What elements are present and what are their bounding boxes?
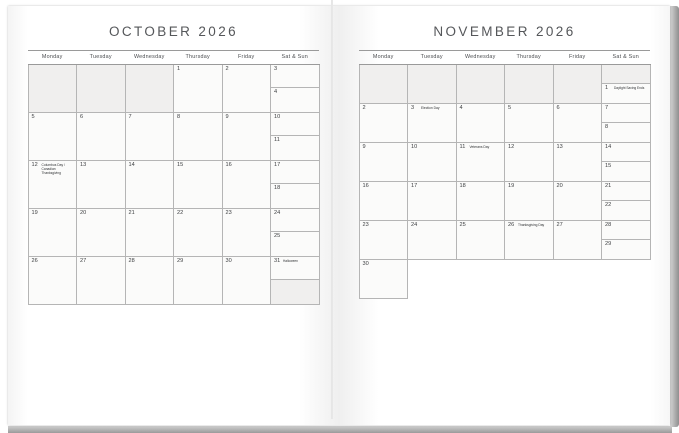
saturday-cell[interactable] — [602, 104, 650, 123]
weekend-cell[interactable] — [602, 64, 651, 103]
saturday-cell[interactable] — [602, 143, 650, 162]
weekend-cell[interactable] — [271, 160, 320, 208]
day-cell[interactable] — [505, 259, 554, 298]
weekend-cell[interactable] — [602, 220, 651, 259]
day-cell[interactable] — [222, 112, 271, 160]
day-cell[interactable] — [28, 160, 77, 208]
day-number: 30 — [225, 258, 232, 264]
day-number: 15 — [177, 162, 184, 168]
day-number: 20 — [80, 210, 87, 216]
day-number: 8 — [177, 114, 181, 120]
day-cell[interactable] — [77, 64, 126, 112]
weekend-cell[interactable] — [602, 103, 651, 142]
day-cell[interactable] — [28, 64, 77, 112]
day-cell[interactable] — [456, 259, 505, 298]
book-edge-bottom — [8, 426, 672, 433]
day-number: 30 — [362, 261, 369, 267]
day-cell[interactable] — [125, 160, 174, 208]
day-cell[interactable] — [456, 181, 505, 220]
sunday-cell[interactable] — [602, 240, 650, 259]
day-note: Thanksgiving Day — [518, 223, 545, 228]
day-cell[interactable] — [359, 181, 408, 220]
weekend-cell[interactable] — [602, 142, 651, 181]
page-title-right: NOVEMBER 2026 — [433, 24, 576, 39]
day-number: 16 — [362, 183, 369, 189]
day-cell[interactable] — [125, 256, 174, 304]
day-number: 15 — [605, 162, 612, 169]
day-cell[interactable] — [456, 64, 505, 103]
page-left-october — [8, 6, 339, 425]
day-number: 10 — [411, 144, 418, 150]
day-number: 19 — [31, 210, 38, 216]
weekend-cell[interactable] — [271, 256, 320, 304]
day-number: 25 — [274, 233, 281, 239]
day-cell[interactable] — [28, 208, 77, 256]
day-number: 11 — [274, 137, 280, 143]
day-cell[interactable] — [222, 64, 271, 112]
weekend-cell[interactable] — [271, 64, 320, 112]
day-number: 1 — [605, 84, 609, 91]
day-note: Daylight Saving Ends — [614, 85, 645, 90]
day-cell[interactable] — [505, 103, 554, 142]
day-number: 23 — [362, 222, 369, 228]
day-cell[interactable] — [174, 64, 223, 112]
day-note: Election Day — [421, 106, 440, 111]
day-number: 24 — [411, 222, 418, 228]
day-note: Columbus Day / Canadian Thanksgiving — [41, 163, 65, 176]
weekday-header: Monday — [359, 51, 408, 65]
day-cell[interactable] — [359, 142, 408, 181]
day-number: 22 — [605, 201, 612, 208]
day-number: 26 — [508, 222, 515, 228]
day-number: 12 — [31, 162, 38, 168]
day-number: 10 — [274, 113, 281, 120]
calendar-week-row — [28, 112, 319, 160]
day-cell[interactable] — [359, 103, 408, 142]
day-cell[interactable] — [553, 64, 602, 103]
saturday-cell[interactable] — [271, 65, 319, 89]
day-cell[interactable] — [505, 142, 554, 181]
weekend-cell[interactable] — [602, 259, 651, 298]
saturday-cell[interactable] — [602, 221, 650, 240]
page-right-november — [339, 6, 670, 425]
day-cell[interactable] — [553, 142, 602, 181]
sunday-cell[interactable] — [271, 184, 319, 208]
day-cell[interactable] — [553, 220, 602, 259]
calendar-week-row — [359, 142, 650, 181]
day-cell[interactable] — [408, 142, 457, 181]
day-number: 21 — [605, 182, 612, 189]
day-number: 12 — [508, 144, 515, 150]
day-number: 9 — [362, 144, 366, 150]
day-cell[interactable] — [174, 160, 223, 208]
sunday-cell[interactable] — [271, 232, 319, 256]
day-number: 29 — [605, 240, 612, 247]
day-number: 17 — [274, 161, 281, 168]
day-number: 2 — [362, 105, 366, 111]
sunday-cell[interactable] — [602, 84, 650, 103]
day-number: 11 — [459, 144, 466, 150]
day-cell[interactable] — [408, 259, 457, 298]
page-gutter — [331, 0, 333, 419]
day-cell[interactable] — [174, 256, 223, 304]
sunday-cell[interactable] — [602, 123, 650, 142]
sunday-cell[interactable] — [602, 201, 650, 220]
day-cell[interactable] — [553, 103, 602, 142]
day-number: 26 — [31, 258, 38, 264]
day-number: 23 — [225, 210, 232, 216]
day-number: 24 — [274, 209, 281, 216]
weekday-header: Sat & Sun — [271, 51, 320, 65]
day-cell[interactable] — [77, 256, 126, 304]
weekend-cell[interactable] — [271, 112, 320, 160]
day-number: 13 — [556, 144, 563, 150]
day-cell[interactable] — [408, 64, 457, 103]
calendar-week-row — [359, 103, 650, 142]
day-cell[interactable] — [77, 208, 126, 256]
day-number: 18 — [274, 185, 281, 191]
weekday-header: Friday — [222, 51, 271, 65]
calendar-week-row — [28, 64, 319, 112]
day-note: Veterans Day — [469, 145, 490, 150]
day-note: Halloween — [283, 258, 298, 263]
day-cell[interactable] — [505, 181, 554, 220]
day-cell[interactable] — [456, 220, 505, 259]
day-number: 1 — [177, 66, 181, 72]
day-number: 19 — [508, 183, 515, 189]
day-number: 21 — [128, 210, 135, 216]
day-cell[interactable] — [359, 64, 408, 103]
day-number: 3 — [274, 65, 278, 72]
day-cell[interactable] — [408, 181, 457, 220]
weekday-header: Thursday — [505, 51, 554, 65]
day-number: 18 — [459, 183, 466, 189]
weekend-cell[interactable] — [602, 181, 651, 220]
day-number: 7 — [128, 114, 132, 120]
day-cell[interactable] — [553, 181, 602, 220]
day-number: 4 — [274, 89, 278, 95]
day-cell[interactable] — [505, 220, 554, 259]
saturday-cell[interactable] — [271, 161, 319, 185]
page-title-left: OCTOBER 2026 — [108, 24, 239, 39]
calendar-grid-october — [28, 50, 320, 305]
calendar-week-row — [359, 64, 650, 103]
day-cell[interactable] — [553, 259, 602, 298]
day-cell[interactable] — [125, 208, 174, 256]
sunday-cell[interactable] — [271, 280, 319, 304]
calendar-week-row — [28, 160, 319, 208]
day-number: 31 — [274, 257, 281, 264]
day-number: 17 — [411, 183, 418, 189]
sunday-cell[interactable] — [602, 162, 650, 181]
calendar-week-row — [359, 259, 650, 298]
saturday-cell[interactable] — [602, 65, 650, 84]
calendar-grid-november — [359, 50, 651, 299]
day-number: 9 — [225, 114, 229, 120]
day-number: 27 — [80, 258, 87, 264]
calendar-week-row — [359, 181, 650, 220]
day-cell[interactable] — [28, 256, 77, 304]
saturday-cell[interactable] — [602, 182, 650, 201]
day-number: 20 — [556, 183, 563, 189]
weekday-header: Wednesday — [456, 51, 505, 65]
day-cell[interactable] — [408, 220, 457, 259]
weekday-header: Sat & Sun — [602, 51, 651, 65]
day-cell[interactable] — [174, 112, 223, 160]
day-number: 5 — [508, 105, 512, 111]
sunday-cell[interactable] — [271, 136, 319, 160]
day-number: 5 — [31, 114, 35, 120]
day-number: 3 — [411, 105, 415, 111]
day-cell[interactable] — [28, 112, 77, 160]
day-cell[interactable] — [222, 160, 271, 208]
day-cell[interactable] — [77, 112, 126, 160]
saturday-cell[interactable] — [271, 113, 319, 137]
day-number: 13 — [80, 162, 87, 168]
day-number: 14 — [605, 143, 612, 150]
day-number: 28 — [128, 258, 135, 264]
day-cell[interactable] — [125, 64, 174, 112]
day-number: 25 — [459, 222, 466, 228]
book-edge-right — [670, 6, 679, 427]
sunday-cell[interactable] — [271, 88, 319, 112]
day-cell[interactable] — [359, 220, 408, 259]
day-cell[interactable] — [505, 64, 554, 103]
day-number: 7 — [605, 104, 609, 111]
day-cell[interactable] — [456, 103, 505, 142]
open-pages — [8, 6, 670, 425]
day-cell[interactable] — [174, 208, 223, 256]
day-cell[interactable] — [222, 256, 271, 304]
day-number: 8 — [605, 123, 609, 130]
day-number: 29 — [177, 258, 184, 264]
day-number: 2 — [225, 66, 229, 72]
day-cell[interactable] — [456, 142, 505, 181]
weekday-header: Monday — [28, 51, 77, 65]
day-number: 22 — [177, 210, 184, 216]
weekend-cell[interactable] — [271, 208, 320, 256]
day-number: 4 — [459, 105, 463, 111]
day-cell[interactable] — [77, 160, 126, 208]
day-number: 6 — [80, 114, 84, 120]
weekday-header: Wednesday — [125, 51, 174, 65]
saturday-cell[interactable] — [271, 209, 319, 233]
weekday-header: Tuesday — [408, 51, 457, 65]
day-cell[interactable] — [125, 112, 174, 160]
day-number: 27 — [556, 222, 563, 228]
calendar-week-row — [28, 256, 319, 304]
day-cell[interactable] — [359, 259, 408, 298]
calendar-week-row — [28, 208, 319, 256]
saturday-cell[interactable] — [271, 257, 319, 281]
weekday-header: Thursday — [174, 51, 223, 65]
calendar-week-row — [359, 220, 650, 259]
day-number: 14 — [128, 162, 135, 168]
day-cell[interactable] — [408, 103, 457, 142]
day-number: 6 — [556, 105, 560, 111]
day-cell[interactable] — [222, 208, 271, 256]
weekday-header: Friday — [553, 51, 602, 65]
day-number: 28 — [605, 221, 612, 228]
weekday-header: Tuesday — [77, 51, 126, 65]
day-number: 16 — [225, 162, 232, 168]
